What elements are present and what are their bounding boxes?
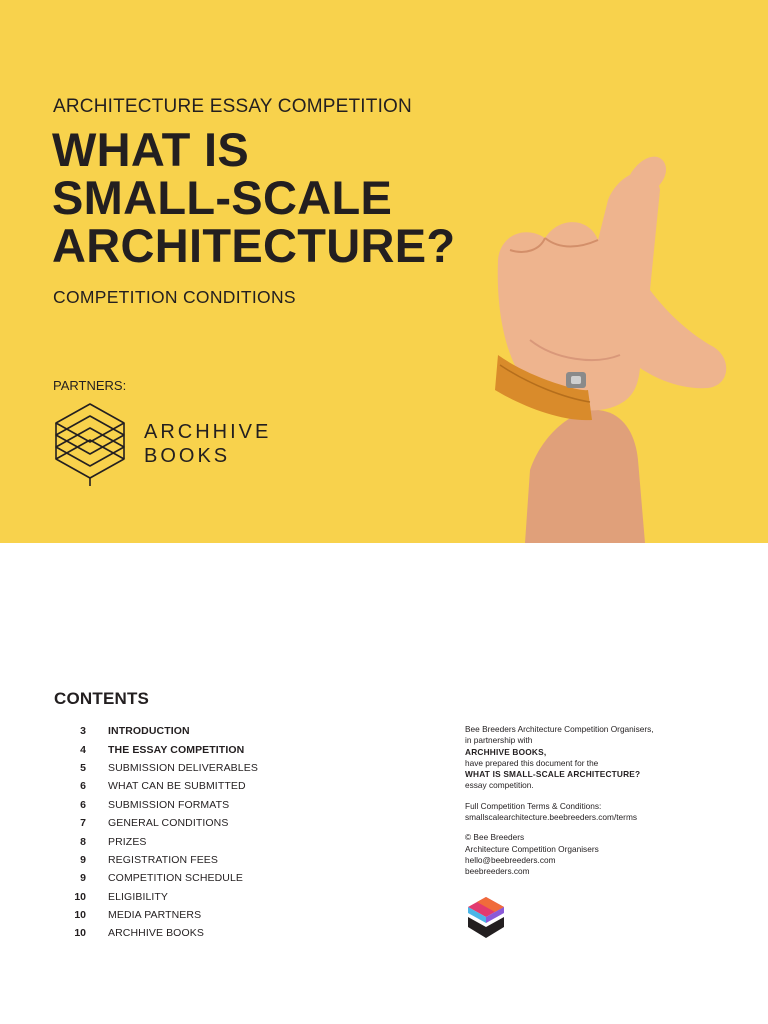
toc-label: REGISTRATION FEES bbox=[108, 853, 219, 866]
partner-name-line: ARCHHIVE bbox=[144, 421, 272, 443]
toc-page-number: 9 bbox=[80, 872, 86, 885]
title-line: SMALL-SCALE bbox=[52, 171, 393, 224]
organisation: Architecture Competition Organisers bbox=[465, 843, 599, 854]
toc-label: SUBMISSION FORMATS bbox=[108, 798, 230, 811]
partners-label: PARTNERS: bbox=[53, 378, 127, 393]
document-title bbox=[52, 123, 522, 272]
archhive-logo-icon bbox=[52, 402, 128, 488]
info-partner-name: ARCHHIVE BOOKS, bbox=[465, 746, 547, 757]
partner-name-line: BOOKS bbox=[144, 445, 231, 467]
toc-page-number: 10 bbox=[74, 927, 86, 940]
toc-label: ELIGIBILITY bbox=[108, 890, 169, 903]
toc-page-number: 3 bbox=[80, 725, 86, 738]
bee-breeders-logo-icon bbox=[466, 897, 506, 939]
toc-item[interactable] bbox=[60, 777, 360, 795]
website-link[interactable]: beebreeders.com bbox=[465, 866, 530, 877]
toc-item[interactable] bbox=[60, 888, 360, 906]
toc-item[interactable] bbox=[60, 759, 360, 777]
info-line: in partnership with bbox=[465, 735, 533, 746]
title-line: ARCHITECTURE? bbox=[52, 219, 456, 272]
toc-item[interactable] bbox=[60, 869, 360, 887]
table-of-contents bbox=[60, 722, 360, 943]
toc-page-number: 6 bbox=[80, 798, 86, 811]
toc-page-number: 4 bbox=[80, 743, 86, 756]
toc-label: ARCHHIVE BOOKS bbox=[108, 927, 204, 940]
toc-item[interactable] bbox=[60, 906, 360, 924]
publisher-info bbox=[465, 724, 745, 878]
toc-label: PRIZES bbox=[108, 835, 147, 848]
toc-item[interactable] bbox=[60, 796, 360, 814]
toc-label: GENERAL CONDITIONS bbox=[108, 817, 229, 830]
toc-item[interactable] bbox=[60, 851, 360, 869]
toc-item[interactable] bbox=[60, 722, 360, 740]
toc-item[interactable] bbox=[60, 814, 360, 832]
contents-heading: CONTENTS bbox=[54, 689, 150, 708]
toc-label: SUBMISSION DELIVERABLES bbox=[108, 761, 258, 774]
info-competition-name: WHAT IS SMALL-SCALE ARCHITECTURE? bbox=[465, 769, 641, 780]
toc-page-number: 9 bbox=[80, 853, 86, 866]
toc-item[interactable] bbox=[60, 740, 360, 758]
toc-label: WHAT CAN BE SUBMITTED bbox=[108, 780, 246, 793]
toc-label: THE ESSAY COMPETITION bbox=[108, 743, 245, 756]
toc-item[interactable] bbox=[60, 832, 360, 850]
toc-page-number: 5 bbox=[80, 761, 86, 774]
copyright: © Bee Breeders bbox=[465, 832, 525, 843]
terms-label: Full Competition Terms & Conditions: bbox=[465, 800, 602, 811]
toc-page-number: 10 bbox=[74, 909, 86, 922]
toc-page-number: 10 bbox=[74, 890, 86, 903]
toc-page-number: 7 bbox=[80, 817, 86, 830]
title-line: WHAT IS bbox=[52, 123, 250, 176]
competition-kicker: ARCHITECTURE ESSAY COMPETITION bbox=[53, 96, 412, 117]
info-line: essay competition. bbox=[465, 780, 534, 791]
info-line: Bee Breeders Architecture Competition Organisers, bbox=[465, 724, 654, 734]
toc-label: COMPETITION SCHEDULE bbox=[108, 872, 244, 885]
toc-item[interactable] bbox=[60, 924, 360, 942]
partner-name bbox=[144, 420, 271, 468]
toc-page-number: 6 bbox=[80, 780, 86, 793]
toc-page-number: 8 bbox=[80, 835, 86, 848]
hand-gesture-image bbox=[470, 140, 768, 543]
email-link[interactable]: hello@beebreeders.com bbox=[465, 854, 556, 865]
info-line: have prepared this document for the bbox=[465, 757, 599, 768]
document-subtitle: COMPETITION CONDITIONS bbox=[53, 287, 296, 307]
terms-link[interactable]: smallscalearchitecture.beebreeders.com/terms bbox=[465, 812, 637, 823]
toc-label: INTRODUCTION bbox=[108, 725, 190, 738]
toc-label: MEDIA PARTNERS bbox=[108, 909, 202, 922]
